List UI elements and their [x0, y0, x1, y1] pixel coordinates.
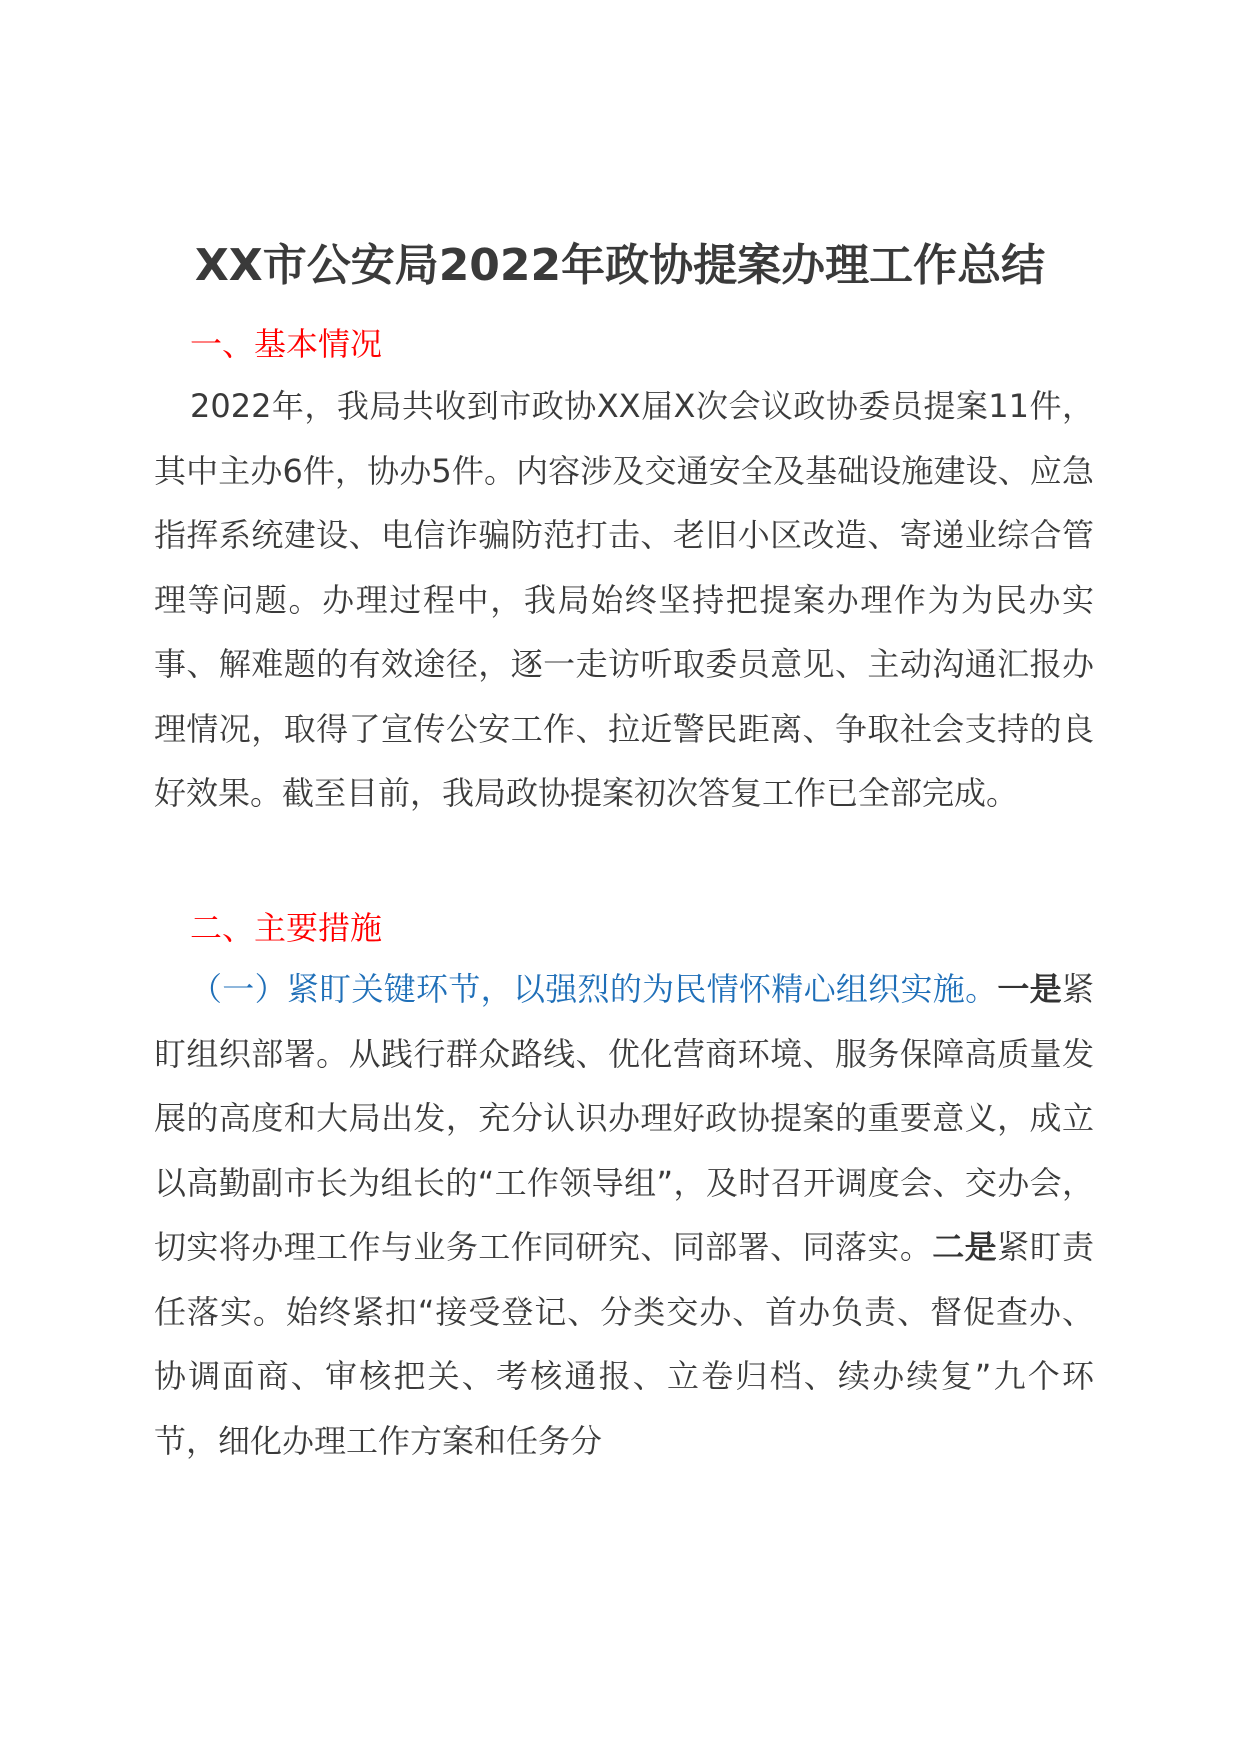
document-title: XX市公安局2022年政协提案办理工作总结: [194, 240, 1046, 291]
section-paragraph-main-measures: [154, 957, 1094, 1473]
item-label-second: 二是: [932, 1228, 998, 1266]
section-heading-main-measures: 二、主要措施: [190, 909, 383, 947]
section-heading-basic-situation: 一、基本情况: [190, 325, 383, 363]
item-text-first: 紧盯组织部署。从践行群众路线、优化营商环境、服务保障高质量发展的高度和大局出发，充分认识办理好政协提案的重要意义，成立以高勤副市长为组长的“工作领导组”，及时召开调度会、交办会，切实将办理工作与业务工作同研究、同部署、同落实。: [154, 970, 1094, 1266]
item-text-second: 紧盯责任落实。始终紧扣“接受登记、分类交办、首办负责、督促查办、协调面商、审核把关、考核通报、立卷归档、续办续复”九个环节，细化办理工作方案和任务分: [154, 1228, 1094, 1460]
sub-heading-key-links: （一）紧盯关键环节，以强烈的为民情怀精心组织实施。: [190, 970, 998, 1008]
section-paragraph-basic-situation: 2022年，我局共收到市政协XX届X次会议政协委员提案11件，其中主办6件，协办5件。内容涉及交通安全及基础设施建设、应急指挥系统建设、电信诈骗防范打击、老旧小区改造、寄递业综合管理等问题。办理过程中，我局始终坚持把提案办理作为为民办实事、解难题的有效途径，逐一走访听取委员意见、主动沟通汇报办理情况，取得了宣传公安工作、拉近警民距离、争取社会支持的良好效果。截至目前，我局政协提案初次答复工作已全部完成。: [154, 387, 1094, 812]
item-label-first: 一是: [997, 970, 1062, 1008]
